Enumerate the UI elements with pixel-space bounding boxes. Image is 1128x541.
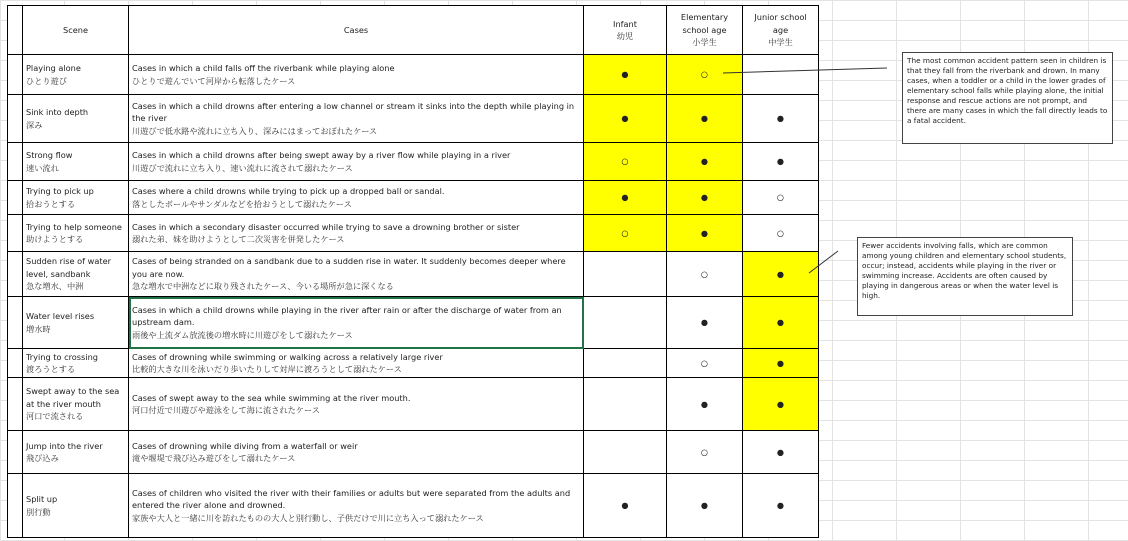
header-infant-en: Infant	[613, 18, 637, 29]
infant-mark-cell[interactable]	[584, 349, 667, 378]
infant-mark-cell[interactable]: ○	[584, 215, 667, 252]
elementary-mark-cell[interactable]: ●	[667, 143, 743, 181]
comment-note-junior[interactable]: Fewer accidents involving falls, which are common among young children and elementary school students, occur; instead, accidents while playing in the river or swimming increase. Accidents are often caused by playing in dangerous areas or when the water level is high.	[857, 237, 1073, 316]
case-jp: 河口付近で川遊びや遊泳をして海に流されたケース	[132, 405, 320, 415]
scene-jp: 助けようとする	[26, 234, 84, 244]
scene-cell[interactable]	[23, 95, 129, 143]
junior-mark-cell[interactable]: ●	[743, 297, 819, 349]
case-jp: 溺れた弟、妹を助けようとして二次災害を併発したケース	[132, 234, 345, 244]
case-en: Cases in which a secondary disaster occurred while trying to save a drowning brother or sister	[132, 221, 520, 232]
row-spacer-cell[interactable]	[8, 181, 23, 215]
case-cell[interactable]	[129, 143, 584, 181]
scene-cell[interactable]	[23, 474, 129, 538]
case-jp: 比較的大きな川を泳いだり歩いたりして対岸に渡ろうとして溺れたケース	[132, 364, 402, 374]
elementary-mark-cell[interactable]: ○	[667, 431, 743, 474]
table-row	[8, 215, 819, 252]
scene-jp: 増水時	[26, 323, 51, 334]
header-junior-en: Junior school age	[754, 12, 807, 35]
infant-mark-cell[interactable]	[584, 297, 667, 349]
scene-en: Trying to help someone	[26, 221, 122, 232]
case-jp: 雨後や上流ダム放流後の増水時に川遊びをして溺れたケース	[132, 329, 353, 340]
case-en: Cases of swept away to the sea while swimming at the river mouth.	[132, 392, 411, 403]
scene-jp: 拾おうとする	[26, 198, 76, 209]
case-jp: ひとりで遊んでいて河岸から転落したケース	[132, 75, 296, 86]
infant-mark-cell[interactable]: ○	[584, 143, 667, 181]
case-en: Cases in which a child drowns after entering a low channel or stream it sinks into the depth while playing in the river	[132, 100, 575, 124]
junior-mark-cell[interactable]: ●	[743, 143, 819, 181]
scene-en: Jump into the river	[26, 440, 103, 451]
case-jp: 滝や堰堤で飛び込み遊びをして溺れたケース	[132, 453, 296, 463]
case-cell[interactable]	[129, 55, 584, 95]
header-elementary[interactable]	[667, 6, 743, 55]
scene-cell[interactable]	[23, 431, 129, 474]
scene-en: Sudden rise of water level, sandbank	[26, 256, 111, 279]
table-row	[8, 95, 819, 143]
junior-mark-cell[interactable]: ●	[743, 95, 819, 143]
header-cases[interactable]: Cases	[129, 6, 584, 55]
header-elementary-en: Elementary school age	[680, 12, 729, 35]
infant-mark-cell[interactable]: ●	[584, 181, 667, 215]
table-row	[8, 143, 819, 181]
elementary-mark-cell[interactable]: ●	[667, 215, 743, 252]
case-jp: 川遊びで低水路や流れに立ち入り、深みにはまっておぼれたケース	[132, 125, 378, 136]
scene-cell[interactable]	[23, 349, 129, 378]
case-en: Cases of drowning while swimming or walking across a relatively large river	[132, 351, 443, 362]
scene-jp: 深み	[26, 119, 43, 130]
elementary-mark-cell[interactable]: ●	[667, 297, 743, 349]
junior-mark-cell[interactable]: ○	[743, 181, 819, 215]
junior-mark-cell[interactable]: ●	[743, 431, 819, 474]
junior-mark-cell[interactable]: ○	[743, 215, 819, 252]
header-junior[interactable]	[743, 6, 819, 55]
row-spacer-cell[interactable]	[8, 431, 23, 474]
junior-mark-cell[interactable]: ●	[743, 349, 819, 378]
scene-en: Playing alone	[26, 63, 81, 73]
infant-mark-cell[interactable]: ●	[584, 55, 667, 95]
table-row	[8, 55, 819, 95]
header-infant-jp: 幼児	[616, 31, 634, 41]
infant-mark-cell[interactable]	[584, 378, 667, 431]
row-spacer-cell[interactable]	[8, 297, 23, 349]
scene-cell[interactable]	[23, 55, 129, 95]
elementary-mark-cell[interactable]: ●	[667, 95, 743, 143]
scene-en: Strong flow	[26, 150, 73, 160]
case-jp: 落としたボールやサンダルなどを拾おうとして溺れたケース	[132, 198, 352, 209]
case-en: Cases where a child drowns while trying to pick up a dropped ball or sandal.	[132, 186, 445, 196]
scene-jp: ひとり遊び	[26, 75, 67, 86]
header-scene[interactable]: Scene	[23, 6, 129, 55]
row-spacer-cell[interactable]	[8, 252, 23, 297]
scene-en: Trying to pick up	[26, 186, 94, 196]
row-spacer-cell[interactable]	[8, 215, 23, 252]
case-en: Cases in which a child drowns while playing in the river after rain or after the discharge of water from an upstream dam.	[132, 304, 562, 328]
case-en: Cases of being stranded on a sandbank due to a sudden rise in water. It suddenly becomes deeper where you are now.	[132, 256, 566, 279]
row-spacer-cell[interactable]	[8, 143, 23, 181]
scene-cell[interactable]	[23, 181, 129, 215]
scene-jp: 飛び込み	[26, 453, 59, 463]
elementary-mark-cell[interactable]: ●	[667, 474, 743, 538]
case-en: Cases of drowning while diving from a waterfall or weir	[132, 440, 358, 451]
accident-table	[7, 5, 819, 538]
header-row	[8, 6, 819, 55]
junior-mark-cell[interactable]	[743, 55, 819, 95]
case-en: Cases of children who visited the river with their families or adults but were separated from the adults and entered the river alone and drowned.	[132, 487, 571, 511]
case-cell[interactable]	[129, 474, 584, 538]
scene-en: Water level rises	[26, 311, 95, 321]
scene-en: Sink into depth	[26, 107, 89, 117]
scene-cell[interactable]	[23, 252, 129, 297]
scene-cell[interactable]	[23, 378, 129, 431]
case-cell-selected[interactable]	[129, 297, 584, 349]
scene-jp: 速い流れ	[26, 162, 59, 173]
scene-jp: 急な増水、中洲	[26, 281, 84, 292]
comment-note-infant[interactable]: The most common accident pattern seen in children is that they fall from the riverbank and drown. In many cases, when a toddler or a child in the lower grades of elementary school falls while playing alone, the initial response and rescue actions are not prompt, and there are many cases in which the fall directly leads to a fatal accident.	[902, 52, 1113, 144]
table-row	[8, 378, 819, 431]
elementary-mark-cell[interactable]: ●	[667, 181, 743, 215]
junior-mark-cell[interactable]: ●	[743, 378, 819, 431]
case-jp: 急な増水で中洲などに取り残されたケース、今いる場所が急に深くなる	[132, 281, 394, 292]
scene-en: Split up	[26, 494, 58, 504]
header-infant[interactable]	[584, 6, 667, 55]
elementary-mark-cell[interactable]: ○	[667, 55, 743, 95]
scene-cell[interactable]	[23, 297, 129, 349]
row-spacer-cell[interactable]	[8, 55, 23, 95]
header-junior-jp: 中学生	[768, 37, 793, 48]
scene-en: Swept away to the sea at the river mouth	[26, 386, 120, 409]
elementary-mark-cell[interactable]: ○	[667, 252, 743, 297]
case-cell[interactable]	[129, 215, 584, 252]
table-row	[8, 252, 819, 297]
table-row	[8, 474, 819, 538]
case-cell[interactable]	[129, 181, 584, 215]
infant-mark-cell[interactable]	[584, 252, 667, 297]
table-row	[8, 297, 819, 349]
infant-mark-cell[interactable]: ●	[584, 95, 667, 143]
scene-cell[interactable]	[23, 143, 129, 181]
case-cell[interactable]	[129, 95, 584, 143]
case-cell[interactable]	[129, 378, 584, 431]
case-cell[interactable]	[129, 431, 584, 474]
table-row	[8, 181, 819, 215]
case-en: Cases in which a child falls off the riverbank while playing alone	[132, 63, 395, 73]
header-elementary-jp: 小学生	[692, 37, 717, 48]
infant-mark-cell[interactable]	[584, 431, 667, 474]
table-row	[8, 349, 819, 378]
case-jp: 家族や大人と一緒に川を訪れたものの大人と別行動し、子供だけで川に立ち入って溺れたケース	[132, 512, 484, 523]
table-row	[8, 431, 819, 474]
row-spacer-cell[interactable]	[8, 95, 23, 143]
row-spacer-cell[interactable]	[8, 378, 23, 431]
scene-en: Trying to crossing	[26, 351, 98, 362]
row-spacer-cell[interactable]	[8, 349, 23, 378]
scene-jp: 別行動	[26, 506, 51, 517]
junior-mark-cell[interactable]: ●	[743, 252, 819, 297]
row-spacer-cell[interactable]	[8, 474, 23, 538]
scene-cell[interactable]	[23, 215, 129, 252]
elementary-mark-cell[interactable]: ●	[667, 378, 743, 431]
case-cell[interactable]	[129, 252, 584, 297]
elementary-mark-cell[interactable]: ○	[667, 349, 743, 378]
case-jp: 川遊びで流れに立ち入り、速い流れに流されて溺れたケース	[132, 162, 353, 173]
infant-mark-cell[interactable]: ●	[584, 474, 667, 538]
junior-mark-cell[interactable]: ●	[743, 474, 819, 538]
case-cell[interactable]	[129, 349, 584, 378]
corner-cell[interactable]	[8, 6, 23, 55]
scene-jp: 河口で流される	[26, 411, 84, 422]
scene-jp: 渡ろうとする	[26, 364, 76, 374]
case-en: Cases in which a child drowns after being swept away by a river flow while playing in a river	[132, 150, 511, 160]
